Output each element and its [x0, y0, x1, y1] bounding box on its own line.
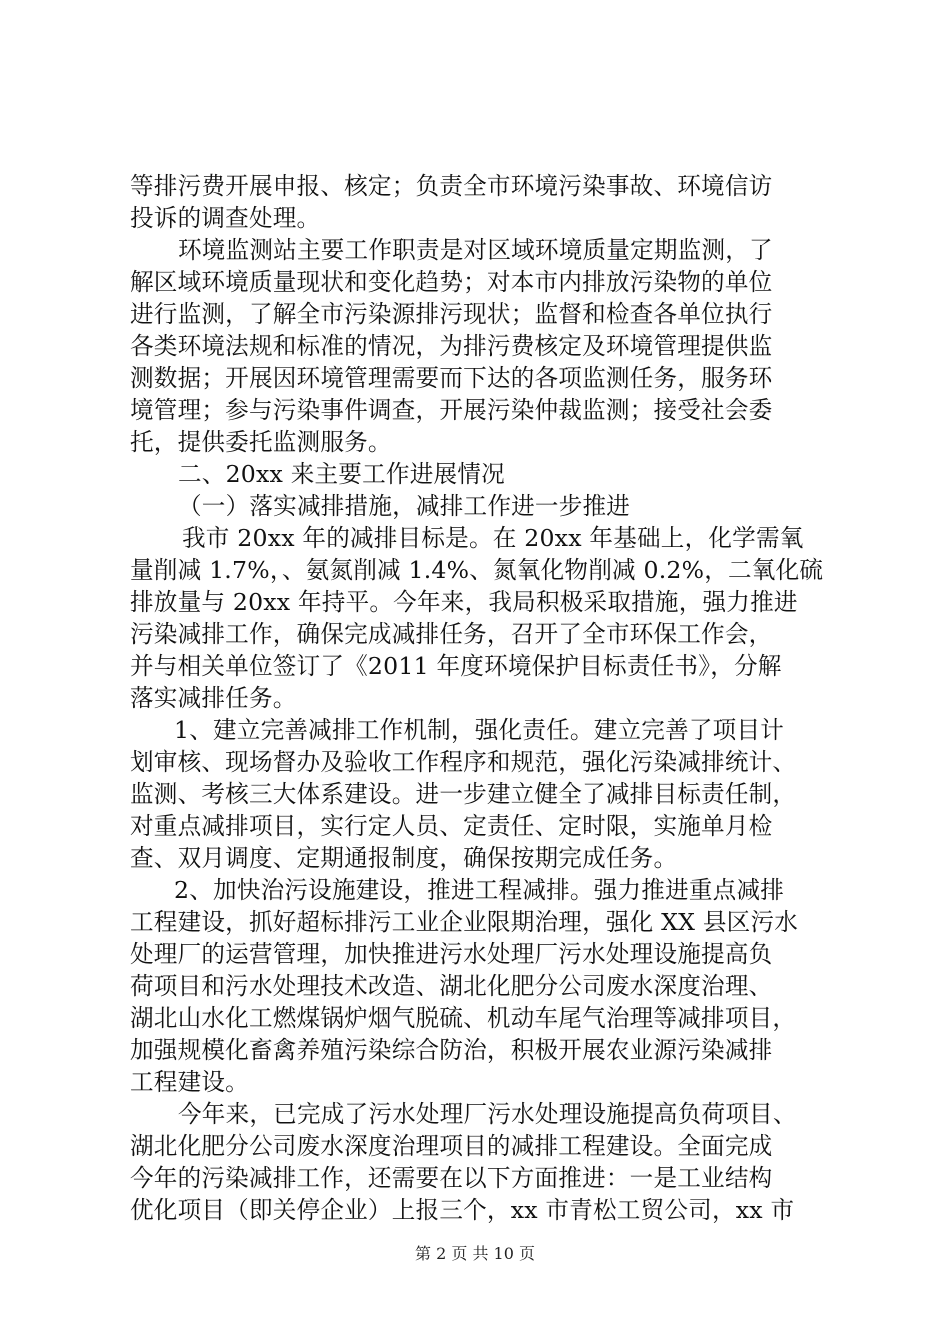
text-line: 投诉的调查处理。	[130, 204, 321, 232]
text-line: 湖北化肥分公司废水深度治理项目的减排工程建设。全面完成	[130, 1132, 773, 1160]
subsection-heading: （一）落实减排措施，减排工作进一步推进	[178, 492, 631, 520]
text-line: 境管理；参与污染事件调查，开展污染仲裁监测；接受社会委	[130, 396, 773, 424]
text-line: 等排污费开展申报、核定；负责全市环境污染事故、环境信访	[130, 172, 773, 200]
text-line: 优化项目（即关停企业）上报三个，xx 市青松工贸公司，xx 市	[130, 1196, 795, 1224]
paragraph-start-line: 2、加快治污设施建设，推进工程减排。强力推进重点减排	[174, 876, 785, 904]
text-line: 湖北山水化工燃煤锅炉烟气脱硫、机动车尾气治理等减排项目，	[130, 1004, 797, 1032]
text-line: 工程建设。	[130, 1068, 249, 1096]
text-line: 污染减排工作，确保完成减排任务，召开了全市环保工作会，	[130, 620, 773, 648]
text-line: 落实减排任务。	[130, 684, 297, 712]
text-line: 工程建设，抓好超标排污工业企业限期治理，强化 XX 县区污水	[130, 908, 799, 936]
text-line: 排放量与 20xx 年持平。今年来，我局积极采取措施，强力推进	[130, 588, 798, 616]
text-line: 并与相关单位签订了《2011 年度环境保护目标责任书》，分解	[130, 652, 782, 680]
text-line: 监测、考核三大体系建设。进一步建立健全了减排目标责任制，	[130, 780, 797, 808]
text-line: 荷项目和污水处理技术改造、湖北化肥分公司废水深度治理、	[130, 972, 773, 1000]
section-heading: 二、20xx 来主要工作进展情况	[178, 460, 505, 488]
text-line: 各类环境法规和标准的情况，为排污费核定及环境管理提供监	[130, 332, 773, 360]
text-line: 加强规模化畜禽养殖污染综合防治，积极开展农业源污染减排	[130, 1036, 773, 1064]
document-body	[130, 170, 830, 1226]
text-line: 量削减 1.7%，、氨氮削减 1.4%、氮氧化物削减 0.2%，二氧化硫	[130, 556, 824, 584]
page-number-footer: 第 2 页 共 10 页	[415, 1244, 535, 1263]
paragraph-start-line: 1、建立完善减排工作机制，强化责任。建立完善了项目计	[174, 716, 785, 744]
text-line: 托，提供委托监测服务。	[130, 428, 392, 456]
text-line: 查、双月调度、定期通报制度，确保按期完成任务。	[130, 844, 678, 872]
paragraph-start-line: 我市 20xx 年的减排目标是。在 20xx 年基础上，化学需氧	[182, 524, 804, 552]
text-line: 进行监测，了解全市污染源排污现状；监督和检查各单位执行	[130, 300, 773, 328]
text-line: 解区域环境质量现状和变化趋势；对本市内排放污染物的单位	[130, 268, 773, 296]
paragraph-start-line: 环境监测站主要工作职责是对区域环境质量定期监测，了	[178, 236, 773, 264]
text-line: 今年的污染减排工作，还需要在以下方面推进：一是工业结构	[130, 1164, 773, 1192]
text-line: 对重点减排项目，实行定人员、定责任、定时限，实施单月检	[130, 812, 773, 840]
paragraph-start-line: 今年来，已完成了污水处理厂污水处理设施提高负荷项目、	[178, 1100, 797, 1128]
text-line: 测数据；开展因环境管理需要而下达的各项监测任务，服务环	[130, 364, 773, 392]
text-line: 处理厂的运营管理，加快推进污水处理厂污水处理设施提高负	[130, 940, 773, 968]
text-line: 划审核、现场督办及验收工作程序和规范，强化污染减排统计、	[130, 748, 797, 776]
